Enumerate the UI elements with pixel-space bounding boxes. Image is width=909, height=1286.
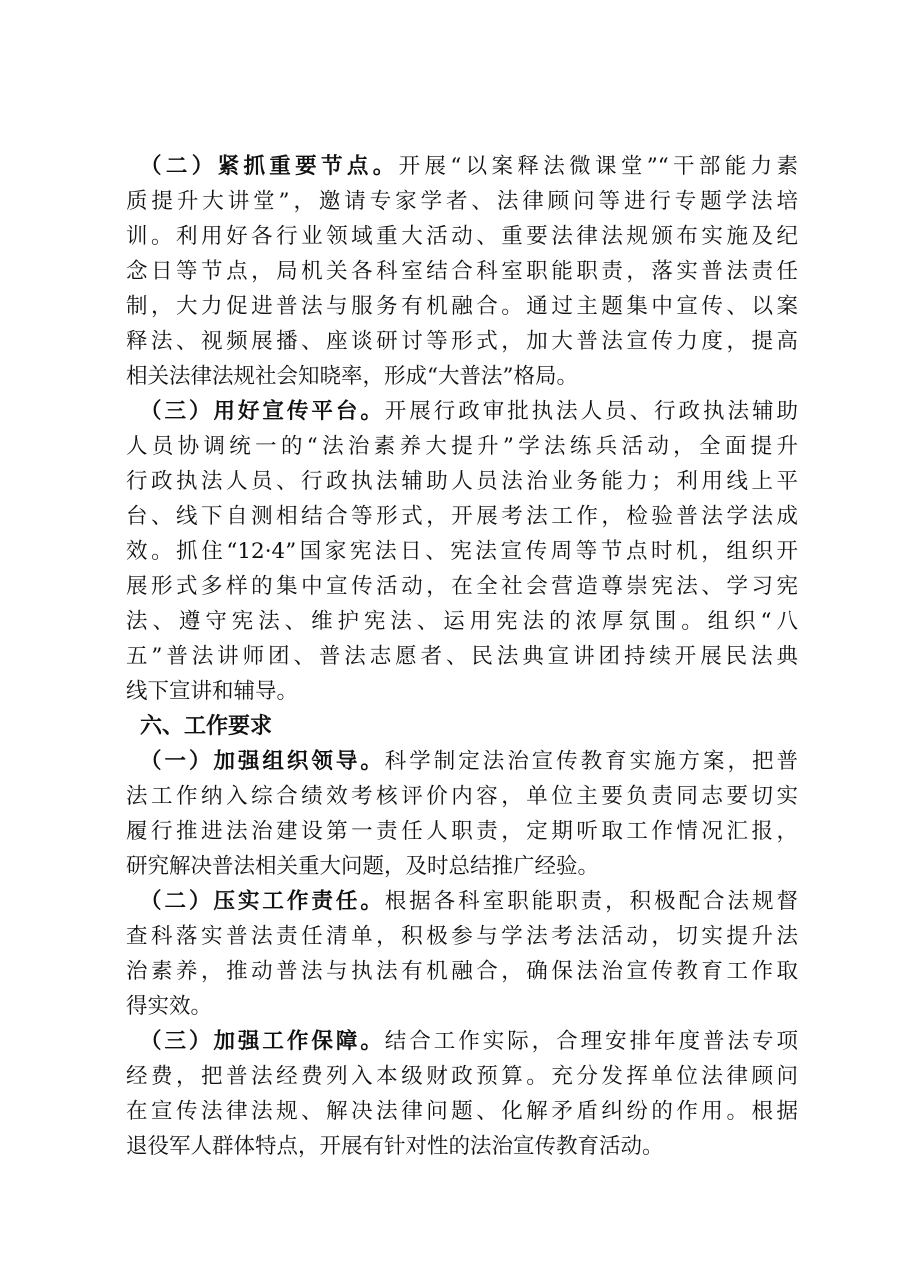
paragraph-3-text: 科学制定法治宣传教育实施方案，把普: [384, 749, 798, 774]
paragraph-1-text: 开展“以案释法微课堂”“干部能力素: [398, 154, 798, 179]
paragraph-2-line-5: 效。抓住“12·4”国家宪法日、宪法宣传周等节点时机，组织开: [126, 539, 798, 564]
paragraph-3-line-1: [140, 742, 798, 782]
paragraph-4-line-4: 得实效。: [126, 994, 213, 1019]
paragraph-1-line-6: 释法、视频展播、座谈研讨等形式，加大普法宣传力度，提高: [126, 329, 798, 354]
paragraph-5-line-2: 经费，把普法经费列入本级财政预算。充分发挥单位法律顾问: [126, 1064, 798, 1089]
paragraph-2-text: 开展行政审批执法人员、行政执法辅助: [384, 399, 798, 424]
paragraph-1-line-3: 训。利用好各行业领域重大活动、重要法律法规颁布实施及纪: [126, 224, 798, 249]
paragraph-2-line-2: 人员协调统一的“法治素养大提升”学法练兵活动，全面提升: [126, 434, 798, 459]
paragraph-3-line-2: 法工作纳入综合绩效考核评价内容，单位主要负责同志要切实: [126, 784, 798, 809]
paragraph-2-line-4: 台、线下自测相结合等形式，开展考法工作，检验普法学法成: [126, 504, 798, 529]
paragraph-1-lead: （二）紧抓重要节点。: [140, 154, 399, 179]
paragraph-2-line-8: 五”普法讲师团、普法志愿者、民法典宣讲团持续开展民法典: [126, 644, 798, 669]
paragraph-5-line-4: 退役军人群体特点，开展有针对性的法治宣传教育活动。: [126, 1134, 664, 1159]
paragraph-1-line-4: 念日等节点，局机关各科室结合科室职能职责，落实普法责任: [126, 259, 798, 284]
paragraph-3-lead: （一）加强组织领导。: [140, 749, 385, 774]
paragraph-2-line-7: 法、遵守宪法、维护宪法、运用宪法的浓厚氛围。组织“八: [126, 609, 798, 634]
paragraph-2-line-6: 展形式多样的集中宣传活动，在全社会营造尊崇宪法、学习宪: [126, 574, 798, 599]
paragraph-2-line-1: [140, 392, 798, 432]
paragraph-4-line-3: 治素养，推动普法与执法有机融合，确保法治宣传教育工作取: [126, 959, 798, 984]
paragraph-1-line-7: 相关法律法规社会知晓率，形成“大普法”格局。: [126, 364, 578, 389]
paragraph-5-line-1: [140, 1022, 798, 1062]
paragraph-4-lead: （二）压实工作责任。: [140, 889, 385, 914]
paragraph-4-line-1: [140, 882, 798, 922]
paragraph-1-line-1: [140, 147, 798, 187]
paragraph-5-text: 结合工作实际，合理安排年度普法专项: [384, 1029, 798, 1054]
paragraph-4-text: 根据各科室职能职责，积极配合法规督: [384, 889, 798, 914]
paragraph-3-line-3: 履行推进法治建设第一责任人职责，定期听取工作情况汇报，: [126, 819, 798, 844]
paragraph-3-line-4: 研究解决普法相关重大问题，及时总结推广经验。: [126, 854, 600, 879]
section-heading: 六、工作要求: [140, 714, 273, 739]
paragraph-5-line-3: 在宣传法律法规、解决法律问题、化解矛盾纠纷的作用。根据: [126, 1099, 798, 1124]
paragraph-5-lead: （三）加强工作保障。: [140, 1029, 385, 1054]
paragraph-1-line-5: 制，大力促进普法与服务有机融合。通过主题集中宣传、以案: [126, 294, 798, 319]
paragraph-2-lead: （三）用好宣传平台。: [140, 399, 385, 424]
paragraph-2-line-3: 行政执法人员、行政执法辅助人员法治业务能力；利用线上平: [126, 469, 798, 494]
paragraph-2-line-9: 线下宣讲和辅导。: [126, 679, 299, 704]
paragraph-1-line-2: 质提升大讲堂”，邀请专家学者、法律顾问等进行专题学法培: [126, 189, 798, 214]
paragraph-4-line-2: 查科落实普法责任清单，积极参与学法考法活动，切实提升法: [126, 924, 798, 949]
